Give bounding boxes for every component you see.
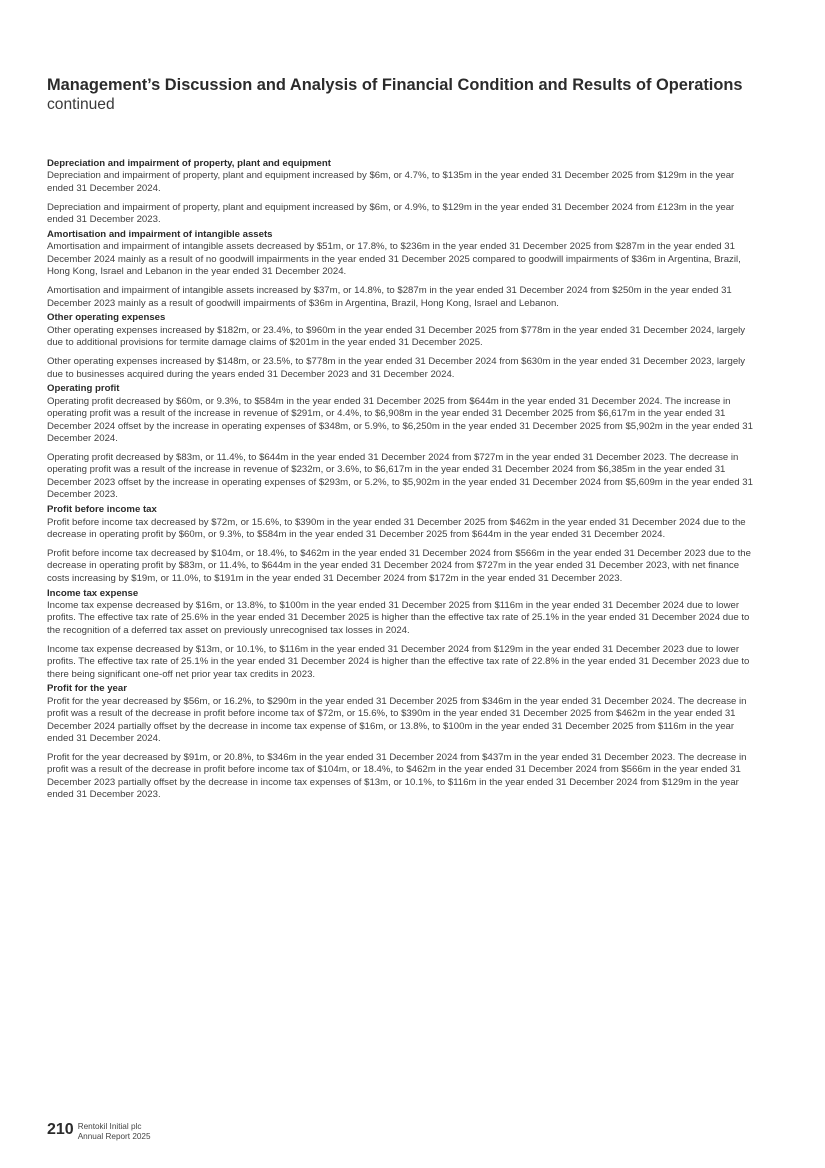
paragraph: Depreciation and impairment of property, plant and equipment increased by $6m, or 4.7%, to $135m in the year ended 31 December 2025 from $129m in the year ended 31 December 2024. [47, 170, 735, 194]
section-depreciation [47, 158, 759, 227]
section-heading: Profit for the year [47, 683, 127, 695]
page-number: 210 [47, 1121, 74, 1138]
section-heading: Depreciation and impairment of property, plant and equipment [47, 158, 331, 169]
paragraph: Other operating expenses increased by $148m, or 23.5%, to $778m in the year ended 31 December 2024 from $630m in the year ended 31 December 2023, largely due to businesses acquired during the years ended 31 December 2023 and 31 December 2024. [47, 356, 746, 380]
section-heading: Operating profit [47, 383, 120, 395]
page-title: Management’s Discussion and Analysis of Financial Condition and Results of Operations [47, 76, 743, 94]
paragraph: Operating profit decreased by $60m, or 9.3%, to $584m in the year ended 31 December 2025 from $644m in the year ended 31 December 2024. The increase in operating profit was a result of the increase in revenue of $291m, or 4.4%, to $6,908m in the year ended 31 December 2025 from $6,617m in the year ended 31 December 2024 offset by the increase in operating expenses of $348m, or 5.9%, to $6,250m in the year ended 31 December 2025 from $5,902m in the year ended 31 December 2024. [47, 395, 753, 445]
footer-company: Rentokil Initial plc [77, 1122, 142, 1131]
section-income-tax-expense [47, 588, 759, 681]
paragraph: Income tax expense decreased by $13m, or 10.1%, to $116m in the year ended 31 December 2024 from $129m in the year ended 31 December 2023 due to lower profits. The effective tax rate of 25.1% in the year ended 31 December 2024 is higher than the effective tax rate of 22.8% in the year ended 31 December 2023 due to there being significant one-off net prior year tax credits in 2023. [47, 643, 750, 680]
paragraph: Profit for the year decreased by $56m, or 16.2%, to $290m in the year ended 31 December 2025 from $346m in the year ended 31 December 2024. The decrease in profit was a result of the decrease in profit before income tax of $72m, or 15.6%, to $390m in the year ended 31 December 2025 from $462m in the year ended 31 December 2024 partially offset by the decrease in income tax expense of $16m, or 13.8%, to $100m in the year ended 31 December 2025 from $116m in the year ended 31 December 2024. [47, 695, 747, 744]
footer-report: Annual Report 2025 [77, 1132, 151, 1141]
section-amortisation [47, 229, 759, 310]
section-profit-before-tax [47, 504, 759, 585]
section-heading: Other operating expenses [47, 312, 166, 324]
paragraph: Amortisation and impairment of intangible assets increased by $37m, or 14.8%, to $287m in the year ended 31 December 2024 from $250m in the year ended 31 December 2023 mainly as a result of goodwill impairments of $36m in Argentina, Brazil, Hong Kong, Israel and Lebanon. [47, 285, 732, 309]
document-page [47, 76, 759, 804]
paragraph: Profit before income tax decreased by $104m, or 18.4%, to $462m in the year ended 31 December 2024 from $566m in the year ended 31 December 2023 due to the decrease in operating profit by $83m, or 11.4%, to $644m in the year ended 31 December 2024 from $727m in the year ended 31 December 2023, with net finance costs increasing by $19m, or 11.0%, to $191m in the year ended 31 December 2024 from $172m in the year ended 31 December 2023. [47, 547, 751, 584]
footer-publication [78, 1121, 151, 1142]
paragraph: Amortisation and impairment of intangible assets decreased by $51m, or 17.8%, to $236m in the year ended 31 December 2025 from $287m in the year ended 31 December 2024 mainly as a result of no goodwill impairments in the year ended 31 December 2025 compared to goodwill impairments of $36m in Argentina, Brazil, Hong Kong, Israel and Lebanon in the year ended 31 December 2024. [47, 241, 741, 278]
section-heading: Amortisation and impairment of intangible assets [47, 229, 273, 241]
section-heading: Profit before income tax [47, 504, 157, 516]
page-footer [47, 1121, 151, 1142]
paragraph: Other operating expenses increased by $182m, or 23.4%, to $960m in the year ended 31 December 2025 from $778m in the year ended 31 December 2024, largely due to additional provisions for termite damage claims of $201m in the year ended 31 December 2025. [47, 324, 746, 349]
section-other-operating-expenses [47, 312, 759, 381]
page-subtitle: continued [47, 96, 115, 113]
paragraph: Depreciation and impairment of property, plant and equipment increased by $6m, or 4.9%, to $129m in the year ended 31 December 2024 from £123m in the year ended 31 December 2023. [47, 201, 735, 226]
section-operating-profit [47, 383, 759, 501]
paragraph: Operating profit decreased by $83m, or 11.4%, to $644m in the year ended 31 December 2024 from $727m in the year ended 31 December 2023. The decrease in operating profit was a result of the increase in revenue of $232m, or 3.6%, to $6,617m in the year ended 31 December 2024 from $6,385m in the year ended 31 December 2023 offset by the increase in operating expenses of $293m, or 5.2%, to $5,902m in the year ended 31 December 2024 from $5,609m in the year ended 31 December 2023. [47, 452, 753, 501]
paragraph: Profit before income tax decreased by $72m, or 15.6%, to $390m in the year ended 31 December 2025 from $462m in the year ended 31 December 2024 due to the decrease in operating profit by $60m, or 9.3%, to $584m in the year ended 31 December 2025 from $644m in the year ended 31 December 2024. [47, 516, 746, 540]
paragraph: Income tax expense decreased by $16m, or 13.8%, to $100m in the year ended 31 December 2025 from $116m in the year ended 31 December 2024 due to lower profits. The effective tax rate of 25.6% in the year ended 31 December 2025 is higher than the effective tax rate of 25.1% in the year ended 31 December 2024 due to the recognition of a deferred tax asset on previously unrecognised tax losses in 2024. [47, 599, 750, 636]
section-profit-for-year [47, 683, 759, 801]
paragraph: Profit for the year decreased by $91m, or 20.8%, to $346m in the year ended 31 December 2024 from $437m in the year ended 31 December 2023. The decrease in profit was a result of the decrease in profit before income tax of $104m, or 18.4%, to $462m in the year ended 31 December 2024 from $566m in the year ended 31 December 2023 partially offset by the decrease in income tax expenses of $13m, or 10.1%, to $116m in the year ended 31 December 2024 from $129m in the year ended 31 December 2023. [47, 751, 747, 801]
section-heading: Income tax expense [47, 587, 139, 599]
